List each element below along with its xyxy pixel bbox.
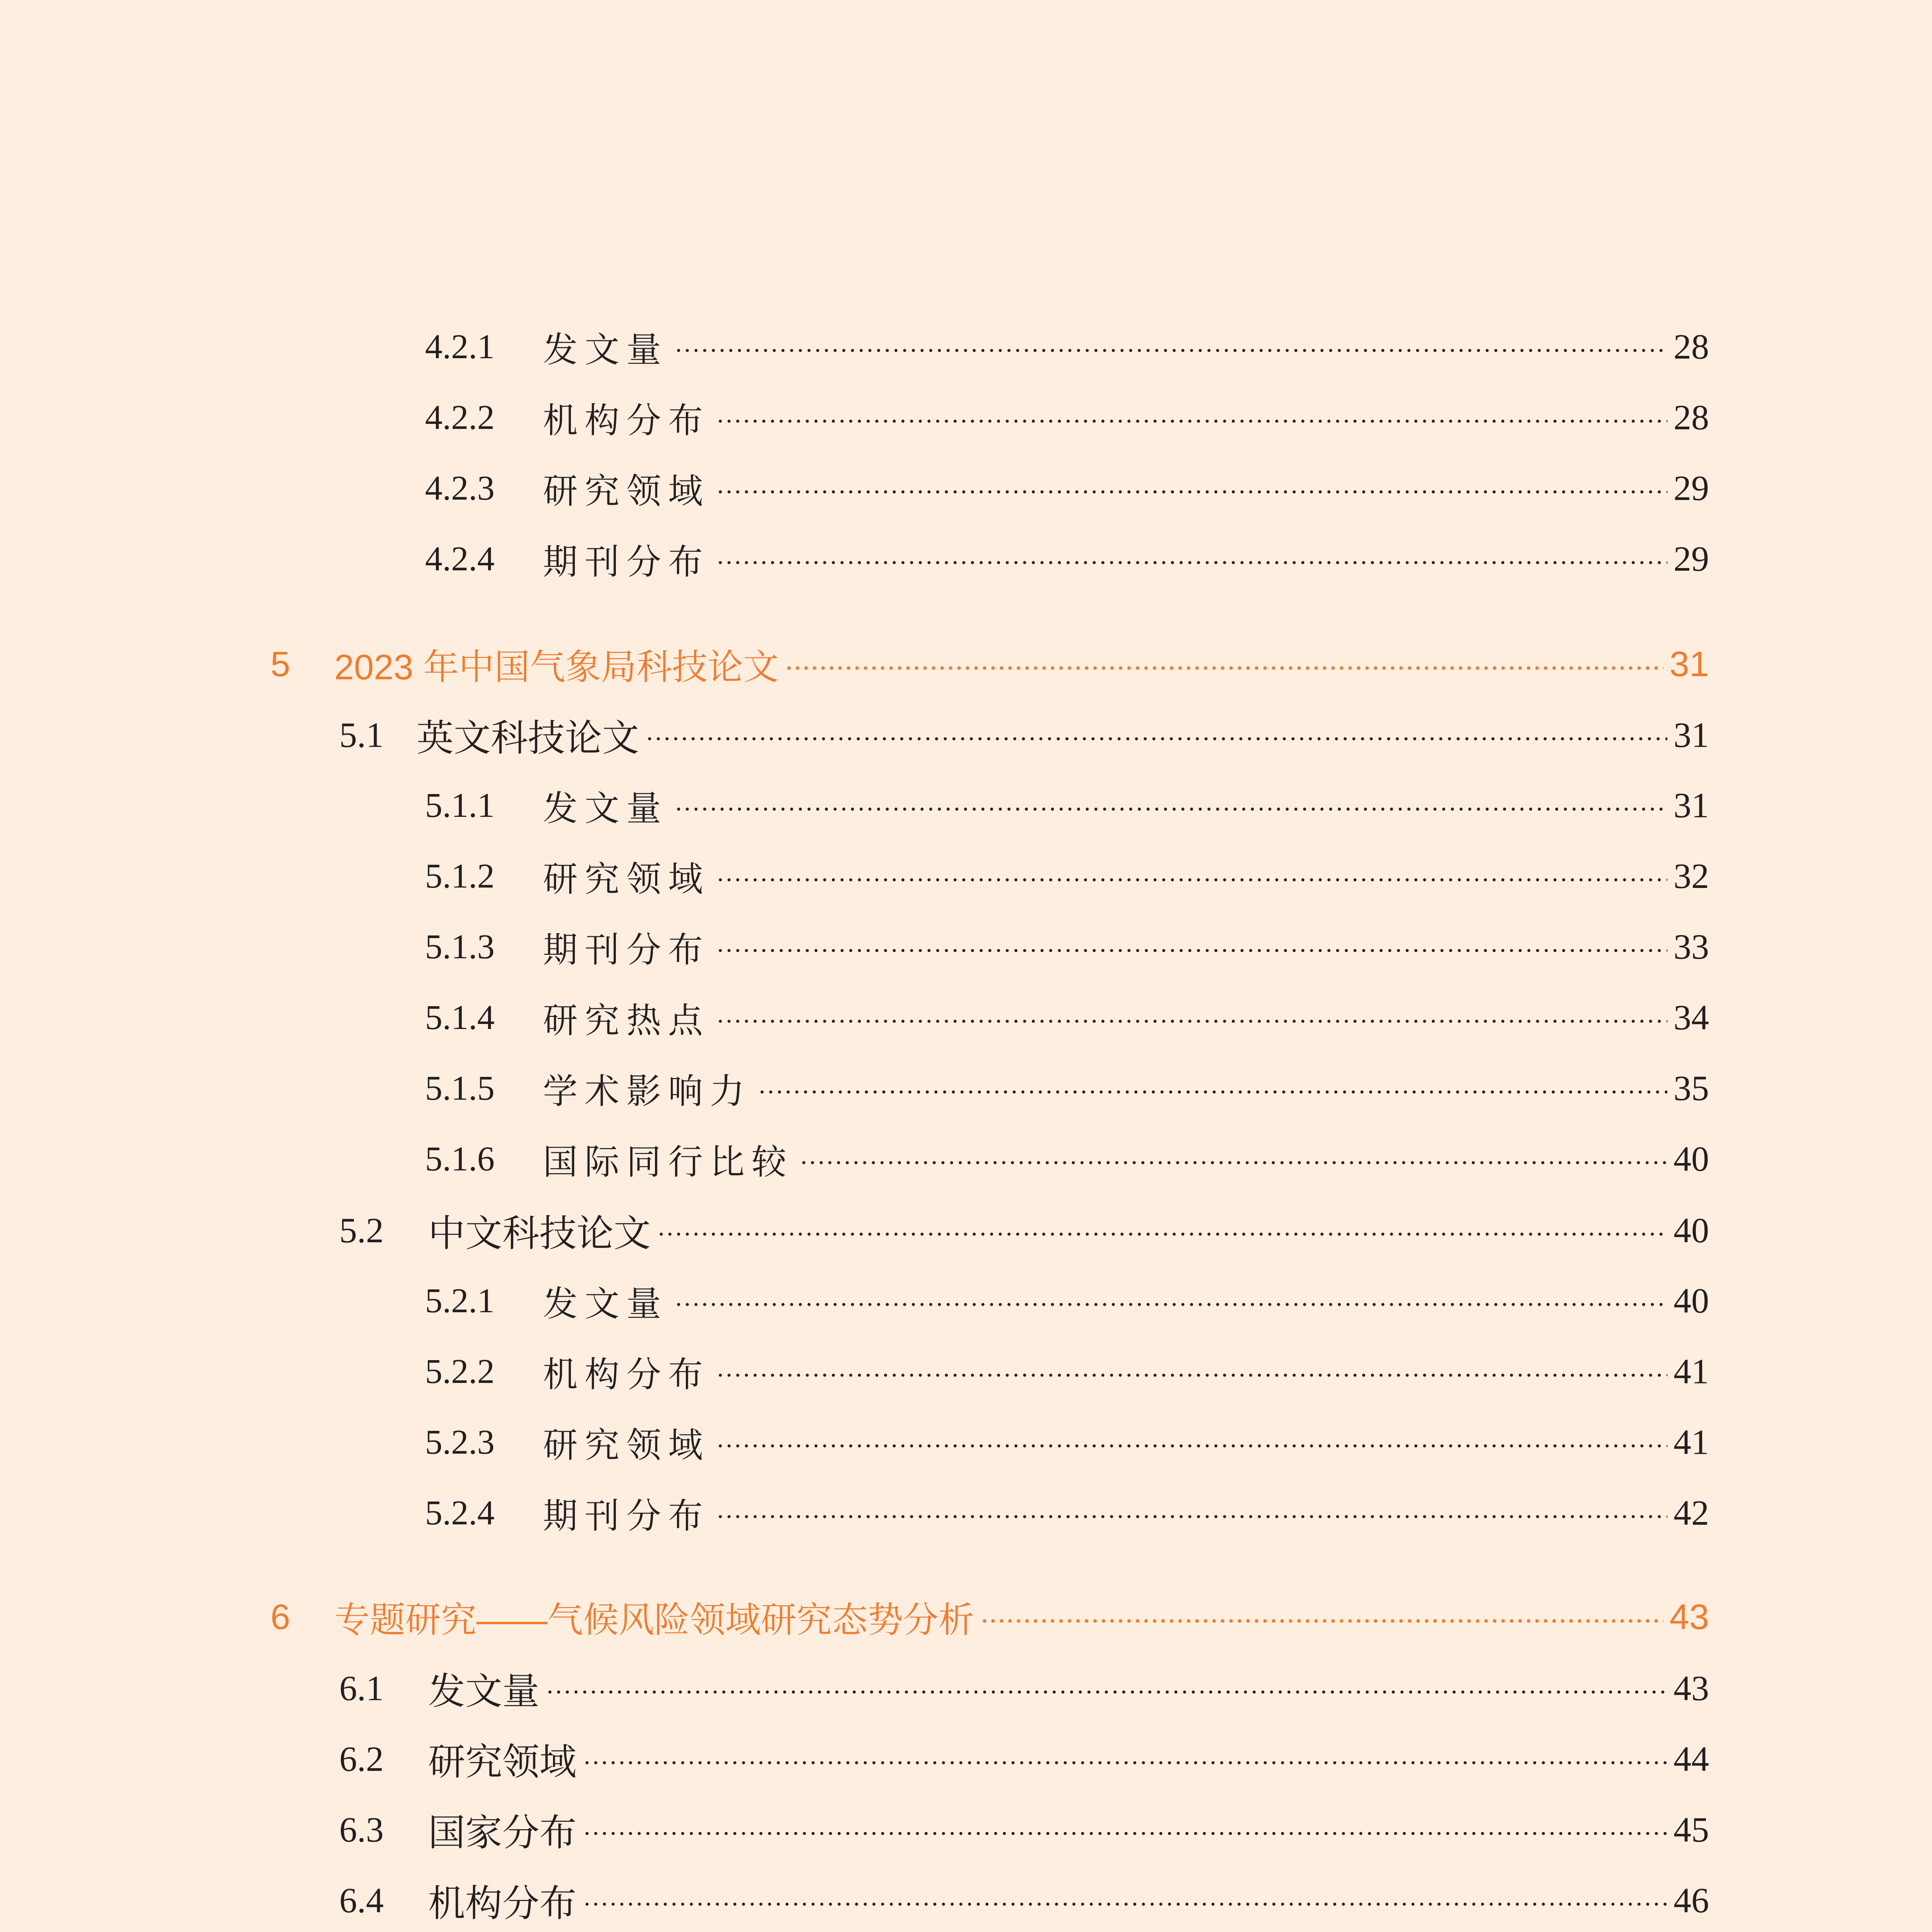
dot-leader	[716, 1374, 1667, 1377]
toc-entry-page: 28	[1673, 327, 1709, 366]
toc-entry-number: 5.1	[339, 715, 384, 755]
toc-entry-page: 32	[1673, 856, 1709, 896]
dot-leader	[716, 878, 1667, 881]
toc-entry-title: 英文科技论文	[417, 716, 639, 760]
toc-entry-page: 28	[1673, 398, 1709, 437]
dot-leader	[799, 1161, 1667, 1164]
toc-entry-title: 期刊分布	[543, 1496, 710, 1536]
toc-entry-title: 机构分布	[543, 1354, 710, 1395]
dot-leader	[674, 1303, 1667, 1306]
toc-section-5-2[interactable]	[339, 1201, 1709, 1259]
toc-section-6-1[interactable]	[339, 1659, 1709, 1717]
toc-chapter-number: 5	[270, 644, 291, 684]
toc-entry-number: 6.1	[339, 1668, 384, 1708]
toc-entry-title: 期刊分布	[543, 542, 710, 582]
toc-entry-number: 5.2.2	[425, 1352, 495, 1391]
toc-entry-title: 机构分布	[428, 1881, 577, 1925]
dot-leader	[674, 349, 1667, 352]
toc-entry-number: 4.2.3	[425, 469, 495, 507]
toc-entry-page: 31	[1673, 715, 1709, 755]
toc-entry-5-1-1[interactable]	[425, 776, 1709, 834]
toc-entry-number: 5.2	[339, 1211, 384, 1250]
toc-chapter-title: 2023 年中国气象局科技论文	[334, 648, 779, 687]
toc-entry-page: 34	[1673, 998, 1709, 1037]
toc-entry-5-1-5[interactable]	[425, 1059, 1709, 1117]
toc-entry-4-2-1[interactable]	[425, 318, 1709, 376]
toc-chapter-number: 6	[270, 1597, 291, 1637]
toc-entry-title: 研究领域	[543, 1425, 710, 1466]
toc-entry-title: 期刊分布	[543, 930, 710, 970]
toc-entry-title: 研究领域	[428, 1740, 577, 1784]
toc-entry-title: 研究领域	[543, 859, 710, 900]
toc-entry-page: 29	[1673, 468, 1709, 508]
toc-entry-title: 机构分布	[543, 400, 710, 441]
toc-entry-page: 44	[1673, 1739, 1709, 1779]
toc-entry-number: 6.4	[339, 1881, 384, 1920]
toc-entry-number: 4.2.4	[425, 539, 495, 578]
toc-entry-title: 发文量	[428, 1669, 539, 1713]
toc-entry-number: 4.2.2	[425, 398, 495, 437]
toc-entry-5-2-2[interactable]	[425, 1342, 1709, 1400]
toc-entry-number: 5.1.6	[425, 1139, 495, 1178]
dot-leader	[583, 1903, 1667, 1906]
toc-entry-page: 42	[1673, 1493, 1709, 1532]
toc-entry-number: 5.2.1	[425, 1281, 495, 1320]
dot-leader	[716, 561, 1667, 564]
toc-entry-page: 46	[1673, 1881, 1709, 1920]
dot-leader	[716, 1020, 1667, 1023]
toc-entry-5-2-4[interactable]	[425, 1484, 1709, 1542]
dot-leader	[716, 490, 1667, 493]
toc-entry-title: 国家分布	[428, 1811, 577, 1854]
toc-entry-number: 6.2	[339, 1739, 384, 1779]
toc-entry-5-1-6[interactable]	[425, 1130, 1709, 1188]
toc-entry-page: 31	[1673, 786, 1709, 825]
toc-entry-title: 研究领域	[543, 471, 710, 512]
toc-entry-4-2-2[interactable]	[425, 388, 1709, 446]
dot-leader	[583, 1761, 1667, 1764]
toc-section-6-3[interactable]	[339, 1801, 1709, 1859]
toc-entry-title: 研究热点	[543, 1000, 710, 1041]
toc-entry-page: 41	[1673, 1422, 1709, 1462]
dot-leader	[716, 949, 1667, 952]
toc-entry-page: 43	[1673, 1668, 1709, 1708]
toc-entry-5-2-1[interactable]	[425, 1272, 1709, 1330]
toc-entry-5-2-3[interactable]	[425, 1413, 1709, 1471]
toc-entry-page: 29	[1673, 539, 1709, 578]
dot-leader	[546, 1690, 1667, 1694]
toc-entry-number: 5.1.5	[425, 1069, 495, 1107]
toc-entry-number: 5.1.1	[425, 786, 495, 825]
dot-leader	[716, 420, 1667, 423]
toc-entry-5-1-3[interactable]	[425, 918, 1709, 976]
toc-entry-number: 6.3	[339, 1810, 384, 1849]
toc-entry-4-2-3[interactable]	[425, 459, 1709, 517]
toc-entry-4-2-4[interactable]	[425, 530, 1709, 588]
toc-entry-number: 5.1.2	[425, 857, 495, 895]
toc-entry-5-1-4[interactable]	[425, 988, 1709, 1046]
toc-chapter-page: 31	[1669, 644, 1709, 684]
toc-entry-page: 35	[1673, 1068, 1709, 1108]
dot-leader	[657, 1233, 1667, 1236]
dot-leader	[674, 808, 1667, 811]
toc-entry-number: 5.2.3	[425, 1423, 495, 1461]
toc-entry-title: 中文科技论文	[428, 1211, 651, 1255]
dot-leader	[716, 1515, 1667, 1518]
toc-chapter-6[interactable]	[270, 1588, 1709, 1646]
toc-entry-number: 5.1.4	[425, 998, 495, 1037]
toc-entry-title: 发文量	[543, 788, 668, 829]
toc-entry-number: 5.2.4	[425, 1493, 495, 1532]
toc-entry-5-1-2[interactable]	[425, 847, 1709, 905]
toc-entry-page: 40	[1673, 1281, 1709, 1320]
toc-entry-title: 发文量	[543, 330, 668, 370]
toc-entry-number: 4.2.1	[425, 327, 495, 366]
toc-entry-page: 45	[1673, 1810, 1709, 1849]
dot-leader	[583, 1832, 1667, 1835]
dot-leader	[716, 1444, 1667, 1447]
toc-entry-page: 33	[1673, 927, 1709, 966]
toc-entry-page: 40	[1673, 1139, 1709, 1179]
toc-entry-number: 5.1.3	[425, 927, 495, 966]
toc-section-6-4[interactable]	[339, 1871, 1709, 1929]
toc-entry-title: 发文量	[543, 1284, 668, 1324]
dot-leader	[980, 1619, 1663, 1623]
toc-entry-page: 40	[1673, 1211, 1709, 1250]
toc-entry-page: 41	[1673, 1352, 1709, 1391]
toc-chapter-title: 专题研究——气候风险领域研究态势分析	[334, 1600, 975, 1640]
toc-entry-title: 国际同行比较	[543, 1142, 793, 1182]
dot-leader	[758, 1090, 1667, 1094]
toc-section-6-2[interactable]	[339, 1730, 1709, 1788]
toc-chapter-5[interactable]	[270, 635, 1709, 693]
toc-chapter-page: 43	[1669, 1597, 1709, 1637]
dot-leader	[785, 666, 1663, 670]
dot-leader	[645, 737, 1667, 740]
toc-entry-title: 学术影响力	[543, 1071, 752, 1112]
toc-section-5-1[interactable]	[339, 706, 1709, 764]
